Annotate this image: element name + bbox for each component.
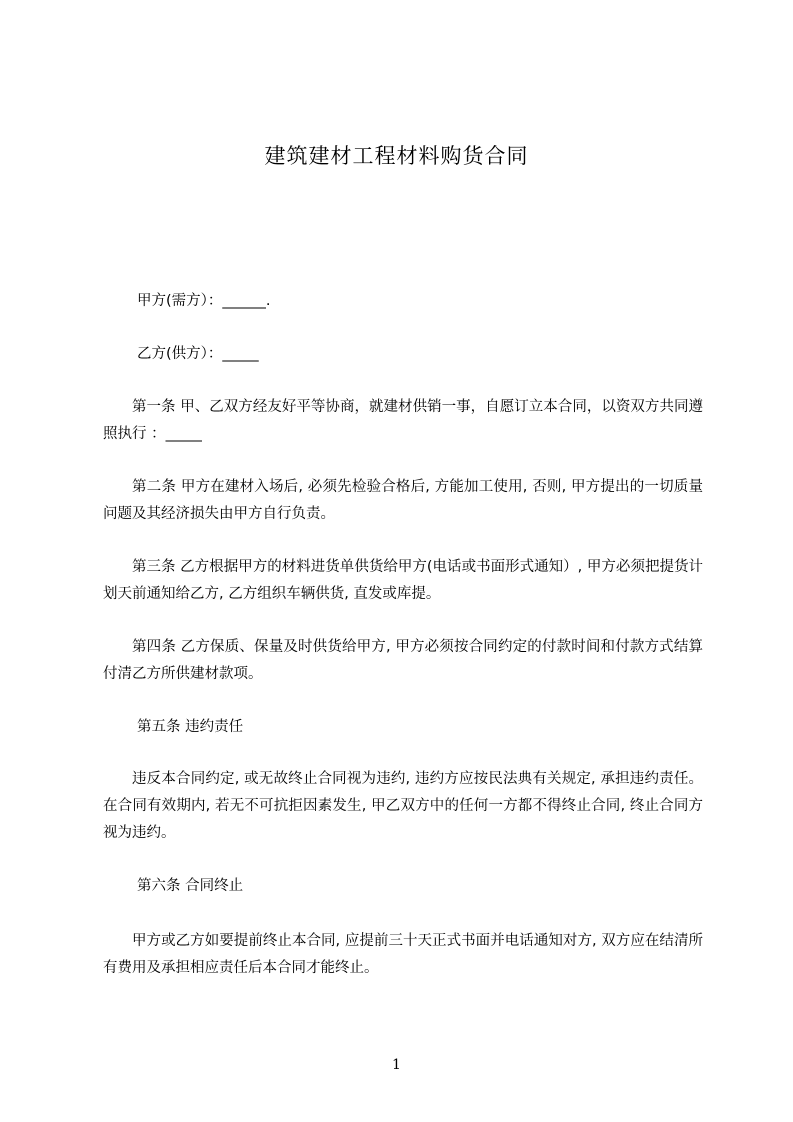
article-6-heading: 第六条 合同终止 bbox=[137, 878, 244, 894]
article-1-text: 第一条 甲、乙双方经友好平等协商，就建材供销一事，自愿订立本合同，以资双方共同遵照执行 ：_____ bbox=[103, 399, 703, 442]
article-2 bbox=[103, 474, 703, 528]
article-3-text: 第三条 乙方根据甲方的材料进货单供货给甲方(电话或书面形式通知）, 甲方必须把提货计划天前通知给乙方, 乙方组织车辆供货, 直发或库提。 bbox=[103, 559, 703, 602]
article-5-body bbox=[103, 766, 703, 847]
article-3 bbox=[103, 554, 703, 608]
page-number: 1 bbox=[392, 1057, 401, 1073]
article-1 bbox=[103, 394, 703, 448]
article-4-text: 第四条 乙方保质、保量及时供货给甲方, 甲方必须按合同约定的付款时间和付款方式结算付清乙方所供建材款项。 bbox=[103, 639, 703, 682]
article-6-body bbox=[103, 928, 703, 982]
article-2-text: 第二条 甲方在建材入场后, 必须先检验合格后, 方能加工使用, 否则, 甲方提出的一切质量问题及其经济损失由甲方自行负责。 bbox=[103, 479, 703, 522]
party-b-line: 乙方(供方）：_____ bbox=[137, 346, 259, 362]
party-a-line: 甲方(需方）：______. bbox=[137, 293, 271, 309]
article-6-body-text: 甲方或乙方如要提前终止本合同, 应提前三十天正式书面并电话通知对方, 双方应在结清所有费用及承担相应责任后本合同才能终止。 bbox=[103, 933, 703, 976]
article-5-body-text: 违反本合同约定, 或无故终止合同视为违约, 违约方应按民法典有关规定, 承担违约责任。在合同有效期内, 若无不可抗拒因素发生, 甲乙双方中的任何一方都不得终止合同, 终止合同方视为违约。 bbox=[103, 771, 703, 841]
article-4 bbox=[103, 634, 703, 688]
article-5-heading: 第五条 违约责任 bbox=[137, 719, 244, 735]
document-title: 建筑建材工程材料购货合同 bbox=[264, 144, 529, 168]
